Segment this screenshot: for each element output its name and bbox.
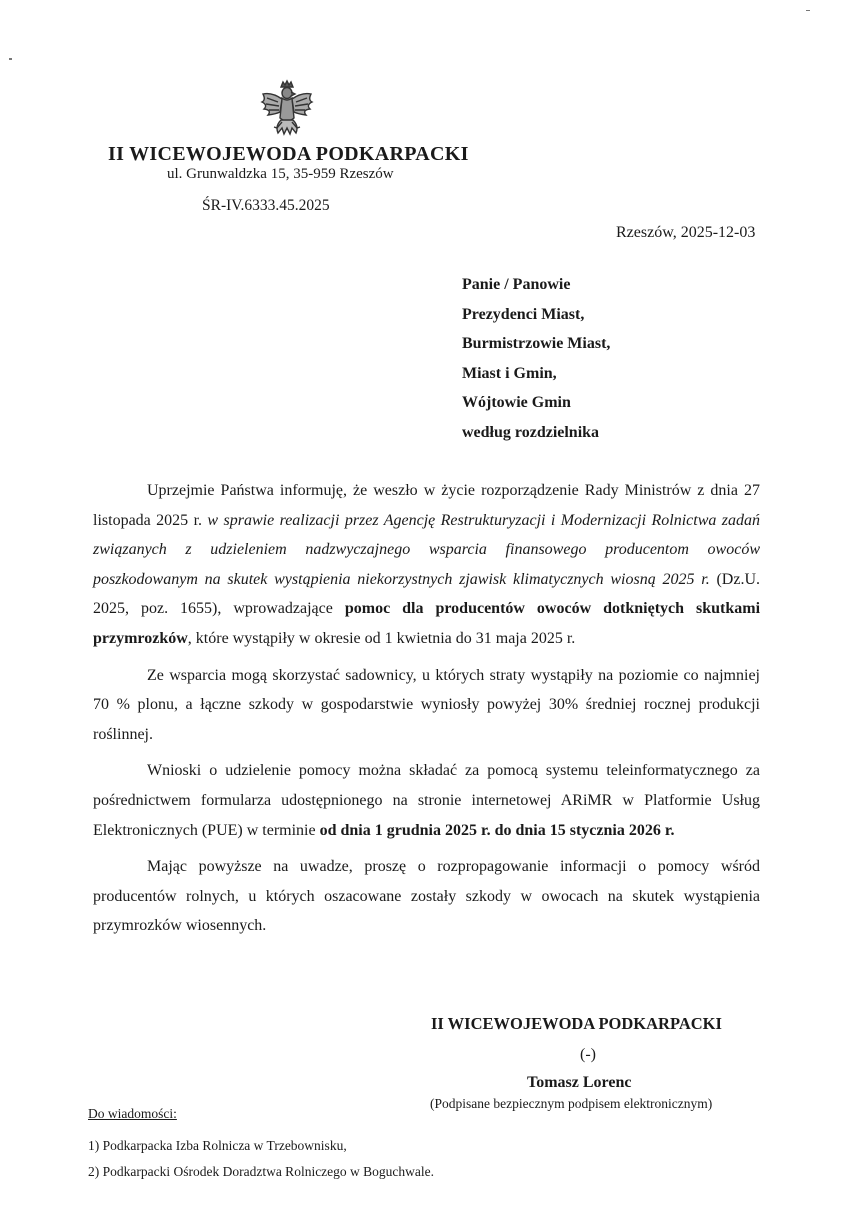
recipients-block bbox=[462, 270, 610, 447]
body-paragraph: Ze wsparcia mogą skorzystać sadownicy, u których straty wystąpiły na poziomie co najmniej 70 % plonu, a łączne szkody w gospodarstwie wyniosły powyżej 30% średniej rocznej produkcji roślinnej. bbox=[93, 666, 760, 743]
distribution-list bbox=[88, 1133, 434, 1185]
signature-title: II WICEWOJEWODA PODKARPACKI bbox=[431, 1014, 722, 1033]
paragraph-text: Wnioski o udzielenie pomocy można składać za pomocą systemu teleinformatycznego za pośrednictwem formularza udostępnionego na stronie internetowej ARiMR w Platformie Usług Elektronicznych (PUE) w terminie bbox=[93, 762, 760, 839]
emphasized-text: pomoc dla producentów owoców dotkniętych skutkami przymrozków bbox=[93, 600, 761, 647]
recipient-line: według rozdzielnika bbox=[462, 423, 600, 441]
distribution-heading: Do wiadomości: bbox=[88, 1106, 177, 1121]
recipient-line: Wójtowie Gmin bbox=[462, 394, 571, 411]
recipient-line: Burmistrzowie Miast, bbox=[462, 335, 611, 352]
issuer-address: ul. Grunwaldzka 15, 35-959 Rzeszów bbox=[167, 166, 394, 182]
paragraph-text: , które wystąpiły w okresie od 1 kwietnia do 31 maja 2025 r. bbox=[187, 629, 576, 647]
reference-number: ŚR-IV.6333.45.2025 bbox=[202, 197, 330, 214]
body-paragraph bbox=[93, 476, 760, 654]
distribution-item: 1) Podkarpacka Izba Rolnicza w Trzebownisku, bbox=[88, 1138, 347, 1153]
issuer-name: II WICEWOJEWODA PODKARPACKI bbox=[108, 143, 469, 165]
letter-date: Rzeszów, 2025-12-03 bbox=[616, 224, 756, 241]
scan-speck bbox=[806, 10, 810, 11]
recipient-line: Panie / Panowie bbox=[462, 276, 571, 293]
regulation-title: w sprawie realizacji przez Agencję Restrukturyzacji i Modernizacji Rolnictwa zadań związanych z udzieleniem nadzwyczajnego wsparcia finansowego producentom owoców poszkodowanym na skutek wystąpienia niekorzystnych zjawisk klimatycznych wiosną 2025 r. bbox=[93, 511, 760, 588]
scan-speck bbox=[9, 58, 12, 60]
paragraph-text: (Dz.U. 2025, poz. 1655), wprowadzające bbox=[93, 570, 761, 618]
body-paragraph bbox=[93, 756, 760, 845]
body-paragraph: Mając powyższe na uwadze, proszę o rozpropagowanie informacji o pomocy wśród producentów rolnych, u których oszacowane zostały szkody w owocach na skutek wystąpienia przymrozków wiosennych. bbox=[93, 858, 760, 935]
recipient-line: Prezydenci Miast, bbox=[462, 305, 585, 323]
letter-body bbox=[93, 476, 760, 948]
signature-note: (Podpisane bezpiecznym podpisem elektronicznym) bbox=[430, 1096, 713, 1111]
signatory-name: Tomasz Lorenc bbox=[527, 1074, 632, 1091]
distribution-item: 2) Podkarpacki Ośrodek Doradztwa Rolniczego w Boguchwale. bbox=[88, 1164, 435, 1179]
paragraph-text: Uprzejmie Państwa informuję, że weszło w życie rozporządzenie Rady Ministrów z dnia 27 listopada 2025 r. bbox=[93, 482, 760, 529]
signature-mark: (-) bbox=[580, 1046, 596, 1063]
recipient-line: Miast i Gmin, bbox=[462, 364, 557, 382]
polish-eagle-icon bbox=[258, 78, 316, 142]
deadline-text: od dnia 1 grudnia 2025 r. do dnia 15 stycznia 2026 r. bbox=[319, 821, 675, 839]
